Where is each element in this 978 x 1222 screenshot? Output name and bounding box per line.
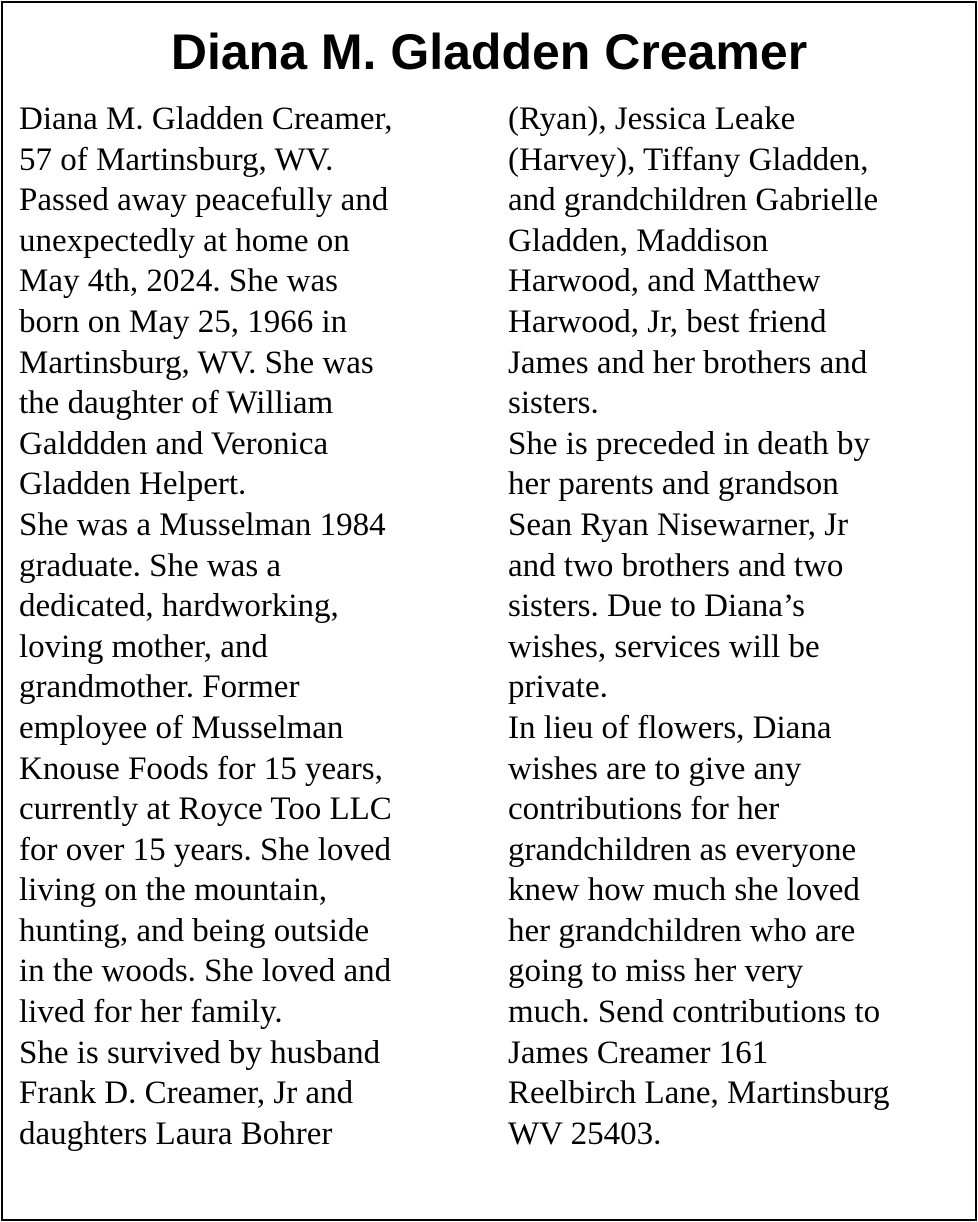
text-line: WV 25403. xyxy=(508,1115,662,1152)
text-line: She is preceded in death by xyxy=(508,425,870,462)
text-line: her grandchildren who are xyxy=(508,912,856,949)
right-column xyxy=(508,99,974,1154)
text-line: James Creamer 161 xyxy=(508,1034,769,1071)
left-column xyxy=(19,99,489,1154)
text-line: born on May 25, 1966 in xyxy=(19,303,348,340)
text-line: wishes, services will be xyxy=(508,628,820,665)
text-line: James and her brothers and xyxy=(508,344,868,381)
obituary-title: Diana M. Gladden Creamer xyxy=(170,24,808,80)
text-line: (Harvey), Tiffany Gladden, xyxy=(508,141,869,178)
text-line: wishes are to give any xyxy=(508,750,802,787)
text-line: knew how much she loved xyxy=(508,872,860,909)
text-line: She is survived by husband xyxy=(19,1034,381,1071)
text-line: sisters. xyxy=(508,385,599,422)
text-line: loving mother, and xyxy=(19,628,268,665)
text-line: in the woods. She loved and xyxy=(19,953,392,990)
text-line: Reelbirch Lane, Martinsburg xyxy=(508,1075,890,1112)
text-line: Knouse Foods for 15 years, xyxy=(19,750,383,787)
text-line: Diana M. Gladden Creamer, xyxy=(19,101,393,137)
text-line: and two brothers and two xyxy=(508,547,844,584)
text-line: daughters Laura Bohrer xyxy=(19,1115,333,1152)
text-line: May 4th, 2024. She was xyxy=(19,263,338,300)
text-line: Gladden Helpert. xyxy=(19,466,247,503)
text-line: private. xyxy=(508,669,608,706)
text-line: She was a Musselman 1984 xyxy=(19,506,386,543)
text-line: sisters. Due to Diana’s xyxy=(508,588,805,625)
text-line: 57 of Martinsburg, WV. xyxy=(19,141,334,178)
text-line: for over 15 years. She loved xyxy=(19,831,392,868)
text-line: much. Send contributions to xyxy=(508,994,881,1031)
text-line: Harwood, Jr, best friend xyxy=(508,303,827,340)
text-line: Passed away peacefully and xyxy=(19,182,389,219)
text-line: Harwood, and Matthew xyxy=(508,263,821,300)
text-line: grandmother. Former xyxy=(19,669,300,706)
obituary-notice xyxy=(1,1,977,1221)
text-line: contributions for her xyxy=(508,791,780,828)
text-line: currently at Royce Too LLC xyxy=(19,791,392,828)
text-line: unexpectedly at home on xyxy=(19,222,350,259)
text-line: In lieu of flowers, Diana xyxy=(508,709,832,746)
text-line: (Ryan), Jessica Leake xyxy=(508,101,796,137)
text-line: Sean Ryan Nisewarner, Jr xyxy=(508,506,849,543)
text-line: Martinsburg, WV. She was xyxy=(19,344,374,381)
text-line: the daughter of William xyxy=(19,385,334,422)
text-line: and grandchildren Gabrielle xyxy=(508,182,879,219)
text-line: her parents and grandson xyxy=(508,466,839,503)
text-line: hunting, and being outside xyxy=(19,912,370,949)
text-line: lived for her family. xyxy=(19,994,283,1031)
text-line: Gladden, Maddison xyxy=(508,222,769,259)
text-line: Frank D. Creamer, Jr and xyxy=(19,1075,354,1112)
text-line: grandchildren as everyone xyxy=(508,831,857,868)
text-line: living on the mountain, xyxy=(19,872,327,909)
text-line: employee of Musselman xyxy=(19,709,344,746)
text-line: graduate. She was a xyxy=(19,547,282,584)
text-line: dedicated, hardworking, xyxy=(19,588,339,625)
text-line: going to miss her very xyxy=(508,953,804,990)
text-line: Galddden and Veronica xyxy=(19,425,329,462)
